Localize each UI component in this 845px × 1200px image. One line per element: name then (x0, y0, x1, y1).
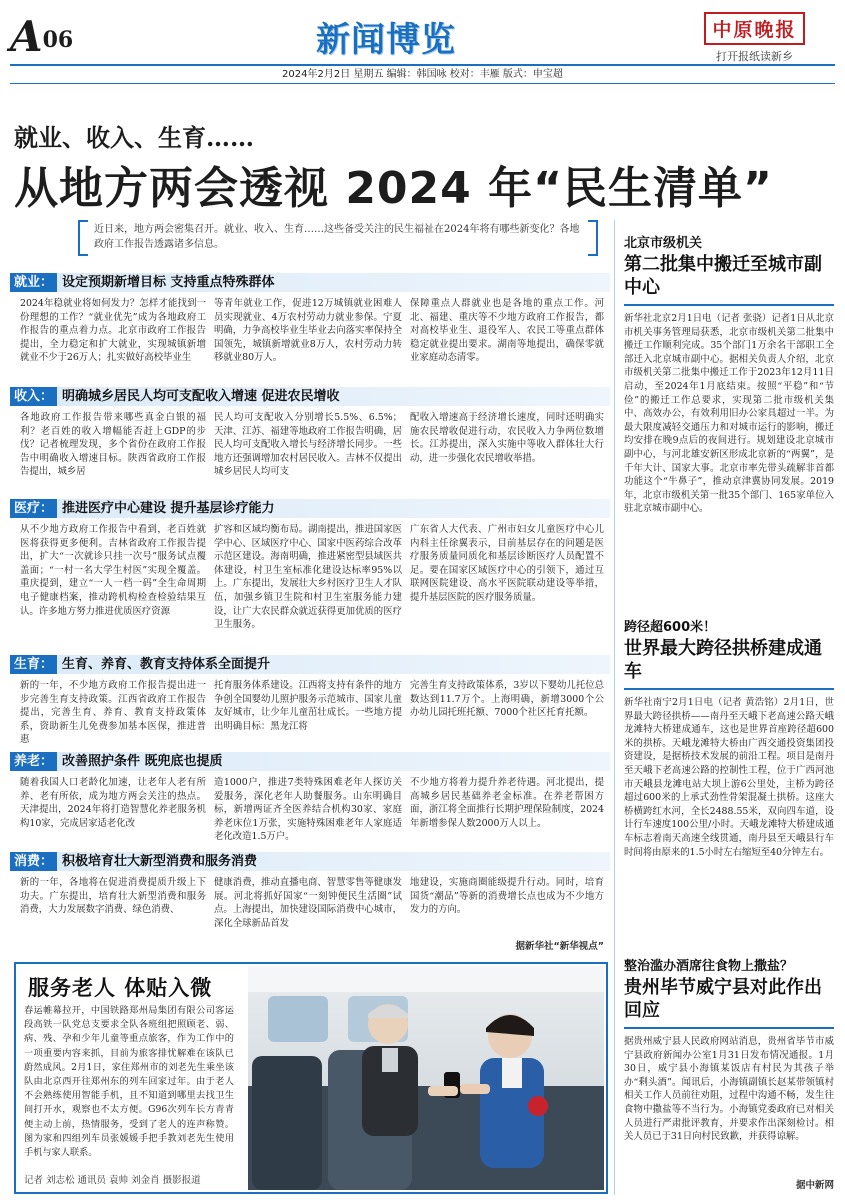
article-column: 健康消费，推动直播电商、智慧零售等健康发展。河北将抓好国家“一刻钟便民生活圈”试点。上海提出，加快建设国际消费中心城市，深化全球新品首发 (214, 877, 402, 929)
headline-kicker: 就业、收入、生育…… (14, 123, 254, 152)
article-column: 保障重点人群就业也是各地的重点工作。河北、福建、重庆等不少地方政府工作报告，都对高校毕业生、退役军人、农民工等重点群体稳定就业提出要求。湖南等地提出，确保零就业家庭动态清零。 (410, 298, 604, 364)
photo-credit: 记者 刘志松 通讯员 袁帅 刘金肖 摄影报道 (24, 1175, 201, 1186)
article-column: 造1000户，推进7类特殊困难老年人探访关爱服务，深化老年人助餐服务。山东明确目标，新增两证齐全医养结合机构30家、家庭养老床位1万张，实施特殊困难老年人家庭适老化改造1.5万户。 (214, 777, 402, 843)
article-column: 从不少地方政府工作报告中看到，老百姓就医将获得更多便利。吉林省政府工作报告提出，扩大“一次就诊只挂一次号”服务试点覆盖面；“一村一名大学生村医”实现全覆盖。重庆提到，建立“一人一档一码”全生命周期电子健康档案，推动跨机构检查检验结果互认。许多地方努力推进优质医疗资源 (20, 524, 206, 617)
story-weining-response (624, 955, 834, 1191)
section-heading: 积极培育壮大新型消费和服务消费 (62, 854, 258, 869)
main-headline: 从地方两会透视 2024 年“民生清单” (14, 163, 773, 214)
bracket-left (78, 220, 88, 256)
story-kicker: 跨径超600米！ (624, 620, 717, 635)
article-column: 新的一年，不少地方政府工作报告提出进一步完善生育支持政策。江西省政府工作报告提出，完善生育、养育、教育支持政策体系，资助新生儿免费参加基本医保，推进普惠 (20, 680, 206, 746)
section-tag: 消费： (10, 852, 57, 871)
dateline: 2024年2月2日 星期五 编辑：韩国咏 校对：丰雁 版式：申宝超 (10, 64, 835, 84)
article-source: 据新华社“新华视点” (515, 941, 604, 952)
section-bar-elderly-care (10, 752, 610, 771)
story-rule (624, 688, 834, 690)
story-kicker: 整治滥办酒席往食物上撒盐？ (624, 959, 794, 974)
article-column: 完善生育支持政策体系，3岁以下婴幼儿托位总数达到11.7万个。上海明确，新增3000个公办幼儿园托班托额、7000个社区托育托额。 (410, 680, 604, 719)
column-divider (614, 220, 615, 1195)
section-tag: 医疗： (10, 499, 57, 518)
article-column: 扩容和区域均衡布局。湖南提出，推进国家医学中心、区域医疗中心、国家中医药综合改革示范区建设。海南明确，推进紧密型县域医共体建设，村卫生室标准化建设达标率95%以上。广东提出，发展壮大乡村医疗卫生人才队伍，加强乡镇卫生院和村卫生室服务能力建设，让广大农民群众就近获得更加优质的医疗卫生服务。 (214, 524, 402, 631)
section-bar-employment (10, 273, 610, 292)
article-column: 地建设，实施商圈能级提升行动。同时，培育国货“潮品”等新的消费增长点也成为不少地方发力的方向。 (410, 877, 604, 916)
section-heading: 推进医疗中心建设 提升基层诊疗能力 (62, 501, 275, 516)
article-column: 新的一年，各地将在促进消费提质升级上下功夫。广东提出，培育壮大新型消费和服务消费，大力发展数字消费、绿色消费、 (20, 877, 206, 916)
article-column: 随着我国人口老龄化加速，让老年人老有所养、老有所依，成为地方两会关注的热点。天津提出，2024年将打造智慧化养老服务机构10家，完成居家适老化改 (20, 777, 206, 829)
section-bar-consumption (10, 852, 610, 871)
page-number: A06 (10, 12, 74, 61)
feature-title: 服务老人 体贴入微 (28, 976, 213, 1000)
section-tag: 养老： (10, 752, 57, 771)
article-column: 等青年就业工作，促进12万城镇就业困难人员实现就业、4万农村劳动力就业参保。宁夏明确，力争高校毕业生毕业去向落实率保持全国领先，城镇新增就业8万人，农村劳动力转移就业80万人。 (214, 298, 402, 364)
article-column: 各地政府工作报告带来哪些真金白银的福利？老百姓的收入增幅能否赶上GDP的步伐？记者梳理发现，多个省份在政府工作报告中明确收入增速目标。陕西省政府工作报告提出，城乡居 (20, 412, 206, 478)
story-body: 据贵州威宁县人民政府网站消息，贵州省毕节市威宁县政府新闻办公室1月31日发布情况通报。1月30日，威宁县小海镇某饭店有村民为其孩子举办“剩头酒”。闻讯后，小海镇副镇长赵某带领镇村相关工作人员前往劝阻，过程中沟通不畅，发生往食物中撒盐等不当行为。小海镇党委政府已对相关人员进行严肃批评教育，并要求作出深刻检讨。相关人员已于31日向村民致歉，并获得谅解。 (624, 1036, 834, 1143)
feature-body: 春运帷幕拉开，中国铁路郑州局集团有限公司客运段高铁一队党总支要求全队各班组把照顾老、弱、病、残、孕和少年儿童等重点旅客，作为工作中的一项重要内容来抓，目前为旅客排忧解难在该队已蔚然成风。2月1日，家住郑州市的刘老先生乘坐该队由北京西开往郑州东的列车回家过年。由于老人不会熟练使用智能手机，且不知道到哪里去找卫生间打开水，观察也不太方便。G96次列车长方青青便主动上前，热情服务，受到了老人的连声称赞。图为家和四组列车员张媛媛手把手教刘老先生使用手机与家人联系。 (24, 1005, 234, 1159)
story-arch-bridge (624, 616, 834, 940)
article-column: 广东省人大代表、广州市妇女儿童医疗中心儿内科主任徐翼表示，目前基层存在的问题是医疗服务质量同质化和基层诊断医疗人员配置不足。要在国家区域医疗中心的引领下，通过互联网医院建设、高水平医院联动建设等举措，提升基层医院的医疗服务质量。 (410, 524, 604, 603)
section-tag: 生育： (10, 655, 57, 674)
section-heading: 设定预期新增目标 支持重点特殊群体 (62, 275, 275, 290)
newspaper-logo (682, 12, 827, 64)
section-tag: 收入： (10, 387, 57, 406)
story-title: 第二批集中搬迁至城市副中心 (624, 254, 822, 298)
train-cabin-illustration (248, 966, 604, 1190)
article-column: 民人均可支配收入分别增长5.5%、6.5%；天津、江苏、福建等地政府工作报告明确，居民人均可支配收入增长与经济增长同步。一些地方还强调增加农村居民收入。吉林不仅提出城乡居民人均可支 (214, 412, 402, 478)
section-heading: 生育、养育、教育支持体系全面提升 (62, 657, 271, 672)
article-column: 2024年稳就业将如何发力？怎样才能找到一份理想的工作？“就业优先”成为各地政府工作报告的重点着力点。北京市政府工作报告提出，全力稳定和扩大就业，实现城镇新增就业不少于26万人；扎实做好高校毕业生 (20, 298, 206, 364)
story-beijing-relocation (624, 232, 834, 620)
story-rule (624, 304, 834, 306)
section-bar-income (10, 387, 610, 406)
section-bar-childbirth (10, 655, 610, 674)
section-bar-healthcare (10, 499, 610, 518)
logo-slogan: 打开报纸读新乡 (716, 50, 793, 63)
story-title: 世界最大跨径拱桥建成通车 (624, 638, 822, 682)
article-column: 不少地方将着力提升养老待遇。河北提出，提高城乡居民基础养老金标准。在养老帮困方面，浙江将全面推行长期护理保险制度，2024年新增参保人数2000万人以上。 (410, 777, 604, 829)
story-title: 贵州毕节威宁县对此作出回应 (624, 977, 822, 1021)
section-heading: 明确城乡居民人均可支配收入增速 促进农民增收 (62, 389, 340, 404)
article-column: 配收入增速高于经济增长速度，同时还明确实施农民增收促进行动，农民收入力争两位数增长。江苏提出，深入实施中等收入群体壮大行动，进一步强化农民增收举措。 (410, 412, 604, 464)
story-rule (624, 1027, 834, 1029)
story-kicker: 北京市级机关 (624, 236, 703, 251)
feature-photo (248, 966, 604, 1190)
story-source: 据中新网 (795, 1180, 834, 1191)
bracket-right (588, 220, 598, 256)
story-body: 新华社北京2月1日电（记者 张骁）记者1日从北京市机关事务管理局获悉，北京市级机关第二批集中搬迁工作顺利完成。35个部门1万余名干部职工全部迁入北京城市副中心。据相关负责人介绍，北京市级机关第二批集中搬迁工作于2023年12月11日启动，至2024年1月底结束。按照“平稳”和“节俭”的搬迁工作总要求，实现第二批市级机关集中、高效办公，有效利用旧办公家具超过一半。为最大限度减轻交通压力和对城市运行的影响，搬迁均安排在晚9点后的夜间进行。规划建设北京城市副中心，与河北雄安新区形成北京新的“两翼”，是千年大计、国家大事。北京市率先带头疏解非首都功能这个“牛鼻子”，推动京津冀协同发展。2019年，北京市级机关第一批35个部门、165家单位入驻北京城市副中心。 (624, 313, 834, 515)
article-column: 托育服务体系建设。江西将支持有条件的地方争创全国婴幼儿照护服务示范城市、国家儿童友好城市，让少年儿童茁壮成长。一些地方提出明确目标：黑龙江将 (214, 680, 402, 732)
story-body: 新华社南宁2月1日电（记者 黄浩铭）2月1日，世界最大跨径拱桥——南丹至天峨下老高速公路天峨龙滩特大桥建成通车，这也是世界首座跨径超600米的拱桥。天峨龙滩特大桥由广西交通投资集团投资建设，是据桥技术发展的前沿工程。项目是南丹至天峨下老高速公路的控制性工程，位于广西河池市天峨县龙滩电站大坝上游6公里处，主桥为跨径超过600米的上承式劲性骨架混凝土拱桥。这座大桥横跨红水河，全长2488.55米，双向四车道，设计行车速度100公里/小时。天峨龙滩特大桥建成通车标志着南天高速全线贯通，南丹县至天峨县行车时间将由原来的1.5小时左右缩短至40分钟左右。 (624, 697, 834, 858)
section-tag: 就业： (10, 273, 57, 292)
section-heading: 改善照护条件 既兜底也提质 (62, 754, 223, 769)
section-title: 新闻博览 (316, 20, 456, 60)
lead-paragraph: 近日来，地方两会密集召开。就业、收入、生育……这些备受关注的民生福祉在2024年将有哪些新变化？各地政府工作报告透露诸多信息。 (78, 220, 598, 256)
logo-text: 中原晚报 (704, 12, 804, 45)
